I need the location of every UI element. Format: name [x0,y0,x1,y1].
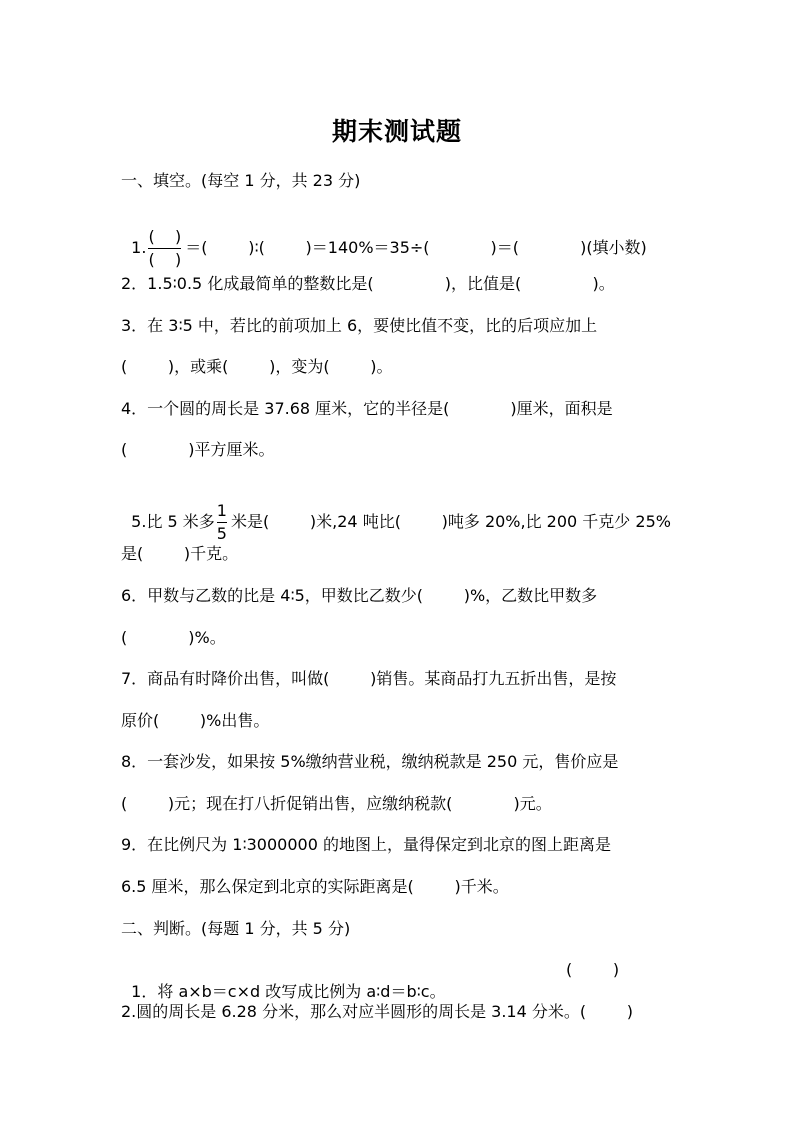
question-6-line-2: ( )%。 [121,628,226,647]
fraction-numerator: ( ) [148,227,182,246]
question-9-line-1: 9．在比例尺为 1∶3000000 的地图上，量得保定到北京的图上距离是 [121,835,611,854]
fraction-numerator: 1 [216,501,227,520]
question-3-line-2: ( )，或乘( )，变为( )。 [121,357,393,376]
question-5-line-1 [121,480,671,543]
judge-question-2: 2.圆的周长是 6.28 分米，那么对应半圆形的周长是 3.14 分米。( ) [121,1002,634,1021]
fraction-denominator: ( ) [148,250,182,269]
section2-heading: 二、判断。(每题 1 分，共 5 分) [121,919,351,938]
fraction-bar [148,248,181,249]
page-title: 期末测试题 [331,117,462,146]
section1-heading: 一、填空。(每空 1 分，共 23 分) [121,171,361,190]
question-8-line-2: ( )元；现在打八折促销出售，应缴纳税款( )元。 [121,794,552,813]
fraction-bar [217,522,227,523]
question-4-line-1: 4．一个圆的周长是 37.68 厘米，它的半径是( )厘米，面积是 [121,399,613,418]
question-6-line-1: 6．甲数与乙数的比是 4∶5，甲数比乙数少( )%，乙数比甲数多 [121,586,598,605]
fraction-denominator: 5 [216,524,227,543]
question-9-line-2: 6.5 厘米，那么保定到北京的实际距离是( )千米。 [121,877,509,896]
fraction-blank [148,228,181,269]
fraction-one-fifth [217,502,227,543]
question-7-line-2: 原价( )%出售。 [121,711,270,730]
judge-question-1 [121,959,446,1003]
question-3-line-1: 3．在 3∶5 中，若比的前项加上 6，要使比值不变，比的后项应加上 [121,316,598,335]
question-1-text: ＝( )∶( )＝140%＝35÷( )＝( )(填小数) [185,238,647,257]
question-5-prefix: 5.比 5 米多 [131,512,215,531]
judge-question-1-text: 1．将 a×b＝c×d 改写成比例为 a∶d＝b∶c。 [131,982,446,1001]
question-7-line-1: 7．商品有时降价出售，叫做( )销售。某商品打九五折出售，是按 [121,669,617,688]
question-5-line-2: 是( )千克。 [121,544,239,563]
question-1-number: 1. [131,238,147,257]
judge-question-1-answer: ( ) [566,960,620,979]
question-5-suffix: 米是( )米,24 吨比( )吨多 20%,比 200 千克少 25% [230,512,671,531]
question-8-line-1: 8．一套沙发，如果按 5%缴纳营业税，缴纳税款是 250 元，售价应是 [121,752,619,771]
question-1 [121,206,647,269]
question-2: 2．1.5∶0.5 化成最简单的整数比是( )，比值是( )。 [121,274,615,293]
question-4-line-2: ( )平方厘米。 [121,440,275,459]
